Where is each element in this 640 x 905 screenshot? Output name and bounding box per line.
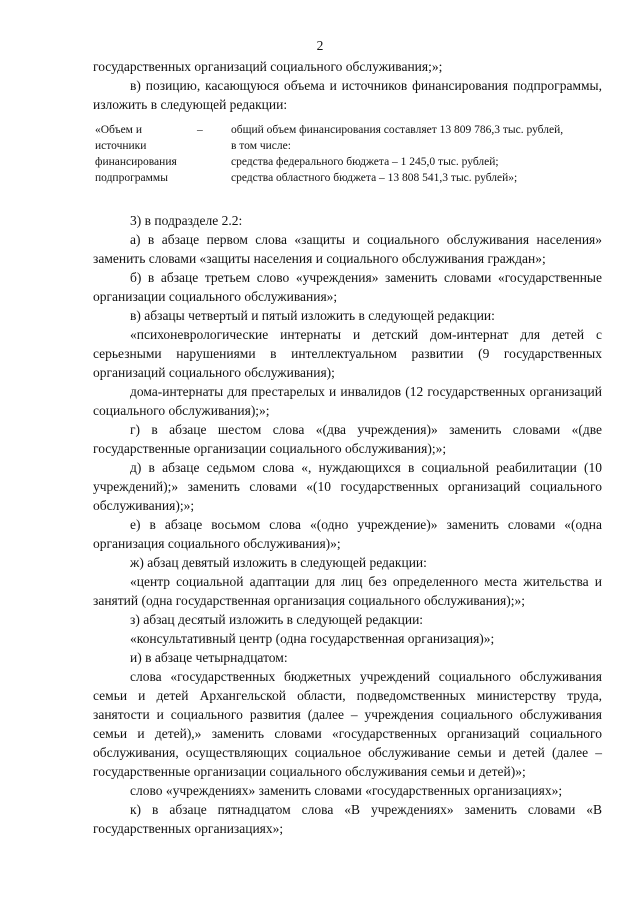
- financing-line: общий объем финансирования составляет 13 809 786,3 тыс. рублей,: [231, 124, 564, 136]
- paragraph: в) позицию, касающуюся объема и источников финансирования подпрограммы, изложить в следующей редакции:: [93, 78, 602, 112]
- financing-label: «Объем и источники финансирования подпрограммы: [95, 124, 177, 184]
- paragraph: «центр социальной адаптации для лиц без определенного места жительства и занятий (одна государственная организация социального обслуживания);»;: [93, 574, 602, 608]
- paragraph: е) в абзаце восьмом слова «(одно учреждение)» заменить словами «(одна организация социального обслуживания)»;: [93, 517, 602, 551]
- paragraph: б) в абзаце третьем слово «учреждения» заменить словами «государственные организации социального обслуживания»;: [93, 270, 602, 304]
- financing-line: средства федерального бюджета – 1 245,0 тыс. рублей;: [231, 156, 499, 168]
- page-number: 2: [316, 38, 324, 53]
- paragraph: дома-интернаты для престарелых и инвалидов (12 государственных организаций социального обслуживания);»;: [93, 384, 602, 418]
- financing-details: [231, 122, 602, 186]
- financing-dash: –: [197, 124, 203, 136]
- document-body: [93, 57, 602, 838]
- paragraph: слова «государственных бюджетных учреждений социального обслуживания семьи и детей Архангельской области, подведомственных министерству труда, занятости и социального развития (далее – учреждения социального обслуживания семьи и детей),» заменить словами «государственных организаций социального обслуживания, осуществляющих социальное обслуживание семьи и детей (далее – государственные организации социального обслуживания семьи и детей)»;: [93, 669, 602, 779]
- financing-line: в том числе:: [231, 140, 291, 152]
- paragraph: слово «учреждениях» заменить словами «государственных организациях»;: [130, 783, 563, 798]
- paragraph: и) в абзаце четырнадцатом:: [130, 650, 288, 665]
- paragraph: в) абзацы четвертый и пятый изложить в следующей редакции:: [130, 308, 495, 323]
- paragraph: а) в абзаце первом слова «защиты и социального обслуживания населения» заменить словами «защиты населения и социального обслуживания граждан»;: [93, 232, 602, 266]
- paragraph: д) в абзаце седьмом слова «, нуждающихся в социальной реабилитации (10 учреждений);» заменить словами «(10 государственных организаций социального обслуживания);»;: [93, 460, 602, 513]
- financing-table: [93, 122, 602, 186]
- paragraph: г) в абзаце шестом слова «(два учреждения)» заменить словами «(две государственные организации социального обслуживания);»;: [93, 422, 602, 456]
- paragraph: к) в абзаце пятнадцатом слова «В учреждениях» заменить словами «В государственных организациях»;: [93, 802, 602, 836]
- paragraph: 3) в подразделе 2.2:: [130, 213, 243, 228]
- paragraph: «психоневрологические интернаты и детский дом-интернат для детей с серьезными нарушениями в интеллектуальном развитии (9 государственных организаций социального обслуживания);: [93, 327, 602, 380]
- paragraph: государственных организаций социального обслуживания;»;: [93, 59, 443, 74]
- paragraph: ж) абзац девятый изложить в следующей редакции:: [130, 555, 427, 570]
- paragraph: «консультативный центр (одна государственная организация)»;: [130, 631, 495, 646]
- paragraph: з) абзац десятый изложить в следующей редакции:: [130, 612, 424, 627]
- financing-line: средства областного бюджета – 13 808 541,3 тыс. рублей»;: [231, 172, 518, 184]
